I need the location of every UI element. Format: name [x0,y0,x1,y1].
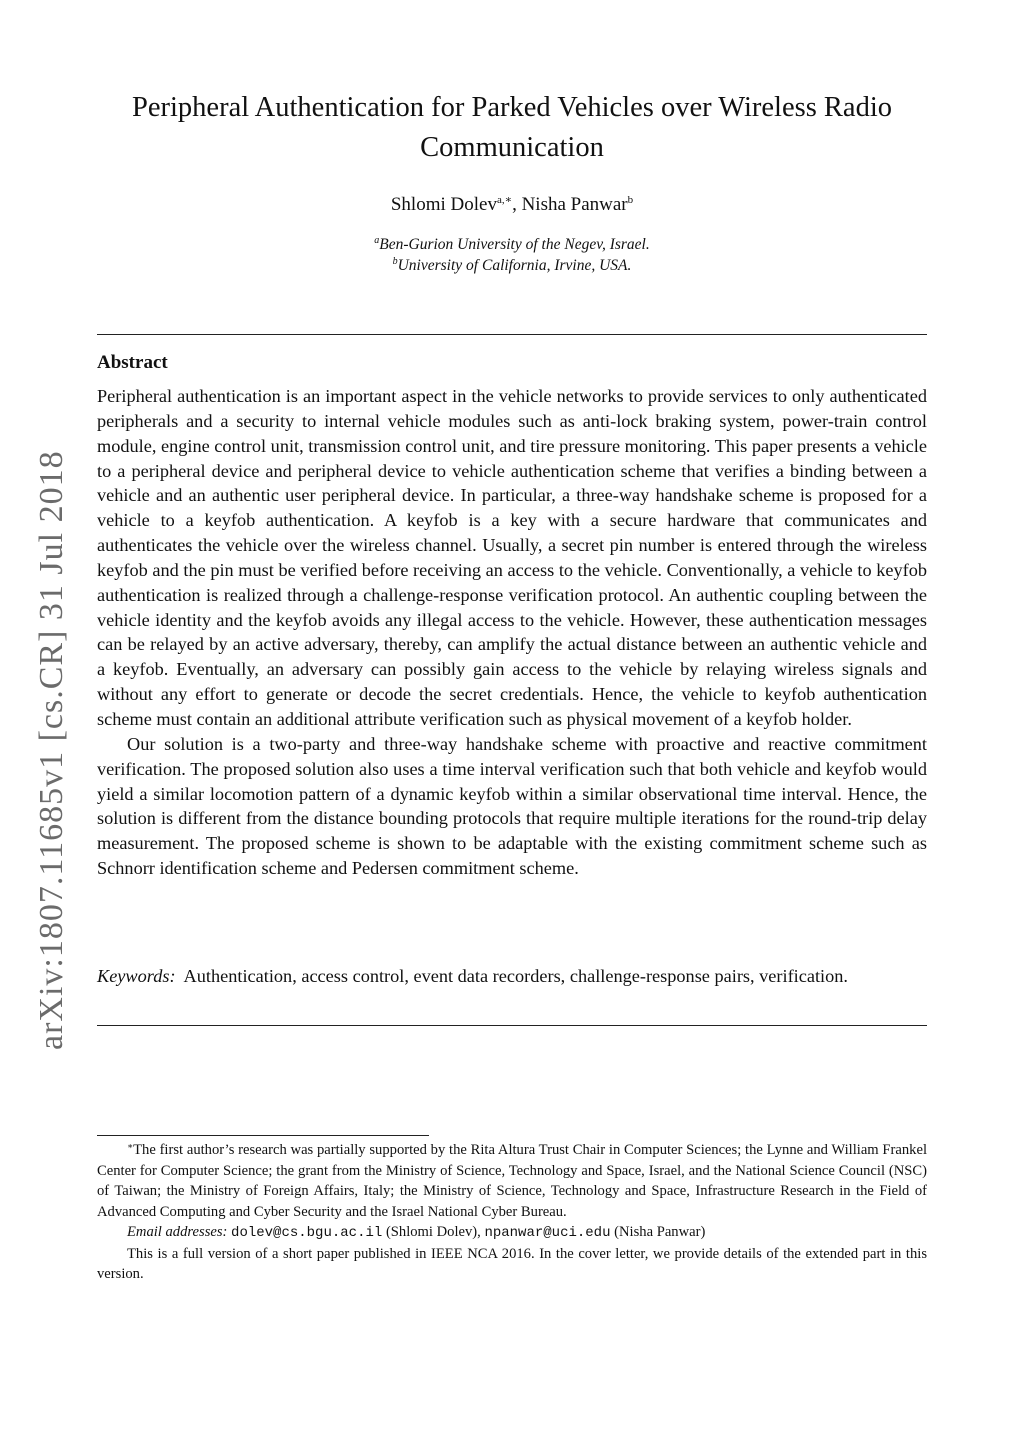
arxiv-identifier-stamp: arXiv:1807.11685v1 [cs.CR] 31 Jul 2018 [33,450,70,1050]
author-separator: , [512,194,522,215]
abstract-bottom-rule [97,1025,927,1026]
funding-footnote [97,1140,927,1222]
keywords-text: Authentication, access control, event data recorders, challenge-response pairs, verification. [183,966,848,986]
affiliation-text: University of California, Irvine, USA. [397,257,632,274]
affiliation [100,234,924,255]
affiliation-mark: a [374,235,380,246]
abstract-paragraph: Peripheral authentication is an important aspect in the vehicle networks to provide services to only authenticated peripherals and a security to internal vehicle modules such as anti-lock braking system, power-train control module, engine control unit, transmission control unit, and tire pressure monitoring. This paper presents a vehicle to a peripheral device and peripheral device to vehicle authentication scheme that verifies a binding between a vehicle and an authentic user peripheral device. In particular, a three-way handshake scheme is proposed for a vehicle to a keyfob authentication. A keyfob is a key with a secure hardware that communicates and authenticates the vehicle over the wireless channel. Usually, a secret pin number is entered through the wireless keyfob and the pin must be verified before receiving an access to the vehicle. Conventionally, a vehicle to keyfob authentication is realized through a challenge-response verification protocol. An authentic coupling between the vehicle identity and the keyfob avoids any illegal access to the vehicle. However, these authentication messages can be relayed by an active adversary, thereby, can amplify the actual distance between an authentic vehicle and a keyfob. Eventually, an adversary can possibly gain access to the vehicle by relaying wireless signals and without any effort to generate or decode the secret credentials. Hence, the vehicle to keyfob authentication scheme must contain an additional attribute verification such as physical movement of a keyfob holder. [97,386,927,729]
keywords-label: Keywords: [97,966,176,986]
author-name: Nisha Panwar [521,194,628,215]
email-address-link[interactable]: npanwar@uci.edu [484,1225,611,1241]
paper-title: Peripheral Authentication for Parked Vehicles over Wireless Radio Communication [132,92,892,163]
author-name: Shlomi Dolev [390,194,497,215]
email-label: Email addresses: [127,1224,228,1240]
funding-footnote-text: The first author’s research was partially supported by the Rita Altura Trust Chair in Computer Sciences; the Lynne and William Frankel Center for Computer Science; the grant from the Ministry of Science, Technology and Space, Israel, and the National Science Council (NSC) of Taiwan; the Ministry of Foreign Affairs, Italy; the Ministry of Science, Technology and Space, Infrastructure Research in the Field of Advanced Computing and Cyber Security and the Israel National Cyber Bureau. [97,1142,927,1220]
affiliation-text: Ben-Gurion University of the Negev, Israel. [379,236,650,253]
abstract-heading: Abstract [97,352,168,373]
email-owner: (Shlomi Dolev) [385,1224,478,1240]
affiliation-mark: b [392,256,398,267]
footnote-mark: ∗ [127,1141,134,1151]
keywords [97,964,927,989]
author-affiliation-mark: a,∗ [496,194,513,206]
footnotes [97,1140,927,1285]
email-owner: (Nisha Panwar) [614,1224,706,1240]
abstract-paragraph: Our solution is a two-party and three-way handshake scheme with proactive and reactive commitment verification. The proposed solution also uses a time interval verification such that both vehicle and keyfob would yield a similar locomotion pattern of a dynamic keyfob within a similar observational time interval. Hence, the solution is different from the distance bounding protocols that require multiple iterations for the round-trip delay measurement. The proposed scheme is shown to be adaptable with the existing commitment scheme such as Schnorr identification scheme and Pedersen commitment scheme. [97,733,927,879]
version-footnote: This is a full version of a short paper published in IEEE NCA 2016. In the cover letter, we provide details of the extended part in this version. [97,1245,927,1282]
email-footnote: Email addresses: dolev@cs.bgu.ac.il (Shlomi Dolev), npanwar@uci.edu (Nisha Panwar) [127,1224,706,1241]
abstract-body [97,384,927,881]
author-list [100,192,924,218]
email-address-link[interactable]: dolev@cs.bgu.ac.il [231,1225,383,1241]
author-affiliation-mark: b [627,194,634,206]
affiliation-list [100,234,924,276]
footnote-rule [97,1135,429,1136]
affiliation [100,255,924,276]
abstract-top-rule [97,334,927,335]
